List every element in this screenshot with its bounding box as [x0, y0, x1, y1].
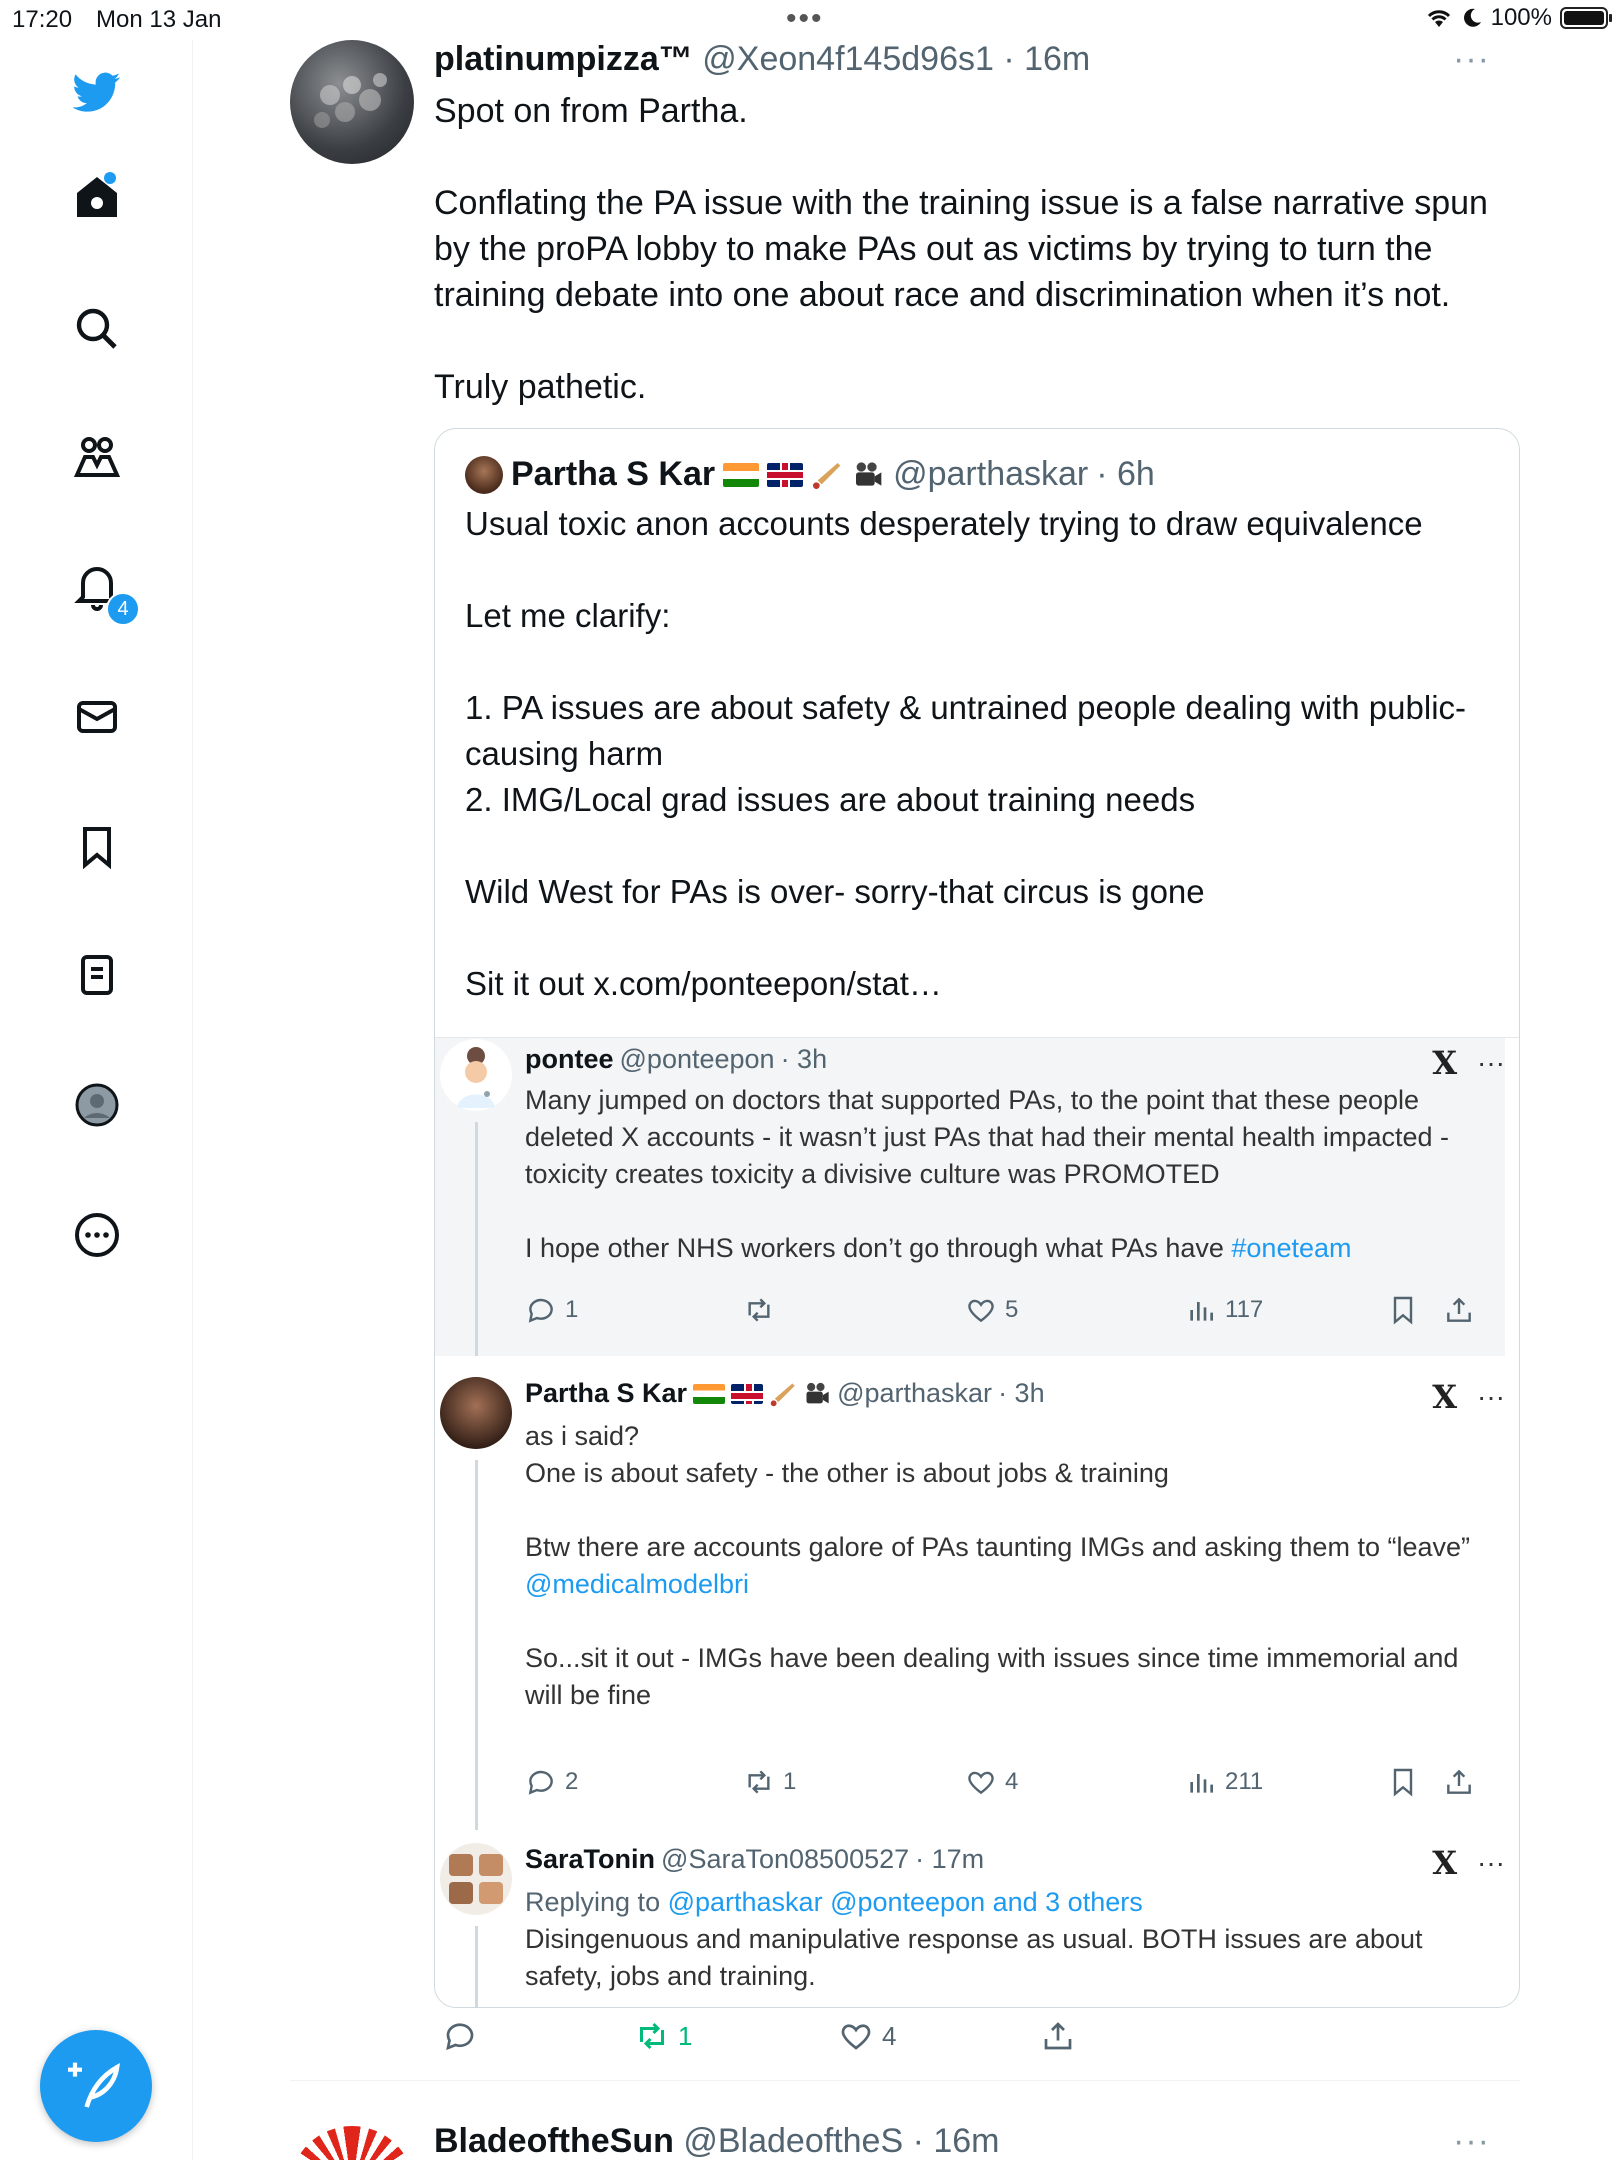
thread-line: [475, 1122, 478, 1356]
embedded-thread-image[interactable]: [435, 1037, 1520, 2008]
comment-icon: [525, 1294, 557, 1326]
more-options-icon: ···: [1477, 1381, 1505, 1412]
reply-paragraph: Disingenuous and manipulative response as usual. BOTH issues are about safety, jobs and training.: [525, 1924, 1423, 1991]
more-options-icon[interactable]: ···: [1453, 40, 1490, 78]
messages-icon[interactable]: [62, 682, 132, 752]
reply-count: [525, 1766, 578, 1798]
share-action: [1443, 1766, 1475, 1798]
bookmark-action: [1387, 1766, 1419, 1798]
like-count-value: 5: [1005, 1296, 1019, 1323]
more-options-icon: ···: [1477, 1847, 1505, 1878]
uk-flag-icon: [767, 463, 803, 487]
avatar: [465, 456, 503, 494]
view-count: [1185, 1766, 1263, 1798]
author-name[interactable]: platinumpizza™: [434, 40, 693, 78]
reply-count-value: 2: [565, 1768, 579, 1795]
quoted-tweet-time: · 6h: [1096, 455, 1155, 493]
reply-time: · 17m: [915, 1844, 985, 1874]
search-icon[interactable]: [62, 294, 132, 364]
reply-actions: [525, 1294, 1475, 1334]
bookmark-icon: [1387, 1766, 1419, 1798]
movie-camera-icon: [803, 1380, 831, 1408]
cricket-icon: [769, 1380, 797, 1408]
reply-author-handle: @SaraTon08500527: [661, 1844, 910, 1874]
reply-tools: [1432, 1844, 1505, 1882]
avatar: [439, 1038, 513, 1112]
tweet-text: [434, 88, 1494, 456]
reply-button[interactable]: [442, 2018, 478, 2054]
quoted-tweet-header: [465, 455, 1155, 494]
reply-time: · 3h: [998, 1378, 1045, 1408]
quote-paragraph: Sit it out x.com/ponteepon/stat…: [465, 965, 942, 1002]
author-name[interactable]: BladeoftheSun: [434, 2122, 674, 2160]
tweet-time[interactable]: · 16m: [1003, 40, 1091, 78]
hashtag-link: #oneteam: [1231, 1233, 1352, 1263]
share-action: [1443, 1294, 1475, 1326]
home-icon[interactable]: [62, 162, 132, 232]
tweet-header: [434, 40, 1090, 79]
next-tweet[interactable]: [290, 2100, 1520, 2160]
quote-paragraph: Wild West for PAs is over- sorry-that circus is gone: [465, 873, 1205, 910]
views-icon: [1185, 1294, 1217, 1326]
thread-reply: [435, 1038, 1505, 1356]
status-right: [1425, 4, 1608, 32]
india-flag-icon: [693, 1384, 725, 1404]
heart-icon: [838, 2018, 874, 2054]
share-button[interactable]: [1040, 2018, 1076, 2054]
reply-text: [525, 1418, 1495, 1751]
tweet-actions: [434, 2018, 1494, 2068]
status-time: 17:20: [12, 6, 73, 33]
reply-paragraph: Many jumped on doctors that supported PAs, to the point that these people deleted X accounts - it wasn’t just PAs that had their mental health impacted - toxicity creates toxicity a divisive culture was PROMOTED: [525, 1085, 1449, 1189]
tweet-paragraph: Truly pathetic.: [434, 368, 647, 406]
tweet-paragraph: Conflating the PA issue with the training issue is a false narrative spun by the proPA lobby to make PAs out as victims by trying to turn the training debate into one about race and discrimination when it’s not.: [434, 184, 1488, 314]
battery-icon: [1560, 7, 1608, 29]
quote-paragraph: 1. PA issues are about safety & untrained people dealing with public-causing harm 2. IMG/Local grad issues are about training needs: [465, 689, 1467, 818]
views-icon: [1185, 1766, 1217, 1798]
like-button[interactable]: [838, 2018, 896, 2054]
retweet-icon: [634, 2018, 670, 2054]
view-count-value: 211: [1225, 1768, 1264, 1795]
moon-icon: [1461, 7, 1483, 29]
tweet-time[interactable]: · 16m: [912, 2122, 1000, 2160]
reply-tools: [1432, 1378, 1505, 1416]
avatar: [439, 1376, 513, 1450]
grok-x-icon: X: [1432, 1378, 1456, 1416]
author-handle[interactable]: @Xeon4f145d96s1: [702, 40, 994, 78]
uk-flag-icon: [731, 1384, 763, 1404]
view-count-value: 117: [1225, 1296, 1264, 1323]
thread-reply: [435, 1356, 1505, 1830]
replying-to-links: @parthaskar @ponteepon and 3 others: [667, 1887, 1143, 1917]
reply-text: [525, 1884, 1495, 1995]
reply-count: [525, 1294, 578, 1326]
retweet-icon: [743, 1294, 775, 1326]
reply-header: [525, 1044, 827, 1075]
lists-icon[interactable]: [62, 940, 132, 1010]
comment-icon: [525, 1766, 557, 1798]
communities-icon[interactable]: [62, 422, 132, 492]
home-unread-dot: [104, 172, 116, 184]
india-flag-icon: [723, 463, 759, 487]
reply-paragraph: So...sit it out - IMGs have been dealing with issues since time immemorial and will be fine: [525, 1643, 1459, 1710]
share-icon: [1443, 1766, 1475, 1798]
profile-icon[interactable]: [62, 1070, 132, 1140]
heart-icon: [965, 1766, 997, 1798]
view-count: [1185, 1294, 1263, 1326]
reply-tools: [1432, 1044, 1505, 1082]
bookmarks-icon[interactable]: [62, 812, 132, 882]
quote-paragraph: Let me clarify:: [465, 597, 671, 634]
quoted-author-name: Partha S Kar: [511, 455, 716, 493]
reply-actions: [525, 1766, 1475, 1806]
thread-line: [475, 1460, 478, 1830]
tweet-header: [434, 2122, 1000, 2160]
retweet-count-value: 1: [678, 2020, 693, 2051]
avatar[interactable]: [290, 40, 414, 164]
reply-paragraph: [525, 1230, 1495, 1267]
status-date: Mon 13 Jan: [96, 6, 222, 33]
reply-author-name: pontee: [525, 1044, 614, 1074]
more-options-icon[interactable]: ···: [1453, 2122, 1490, 2160]
share-icon: [1443, 1294, 1475, 1326]
reply-header: [525, 1844, 984, 1875]
bookmark-action: [1387, 1294, 1419, 1326]
replying-to-line: [525, 1884, 1495, 1921]
reply-paragraph: Btw there are accounts galore of PAs taunting IMGs and asking them to “leave”: [525, 1532, 1470, 1562]
more-options-icon: ···: [1477, 1047, 1505, 1078]
status-bar: [0, 0, 1620, 40]
reply-time: · 3h: [780, 1044, 828, 1074]
quote-paragraph: Usual toxic anon accounts desperately trying to draw equivalence: [465, 505, 1423, 542]
quoted-tweet[interactable]: [434, 428, 1520, 2008]
replying-to-prefix: Replying to: [525, 1887, 668, 1917]
mention-link: @medicalmodelbri: [525, 1569, 749, 1599]
twitter-logo-icon[interactable]: [62, 57, 132, 127]
movie-camera-icon: [851, 459, 885, 491]
grok-x-icon: X: [1432, 1044, 1456, 1082]
bookmark-icon: [1387, 1294, 1419, 1326]
quoted-tweet-text: [465, 501, 1485, 1053]
more-icon[interactable]: [62, 1200, 132, 1270]
cricket-icon: [811, 459, 843, 491]
retweet-button[interactable]: [634, 2018, 692, 2054]
reply-count-value: 1: [565, 1296, 579, 1323]
reply-text: [525, 1082, 1495, 1304]
avatar[interactable]: [290, 2126, 414, 2160]
notifications-badge: 4: [106, 592, 140, 626]
retweet-count: [743, 1294, 775, 1326]
tweet-paragraph: Spot on from Partha.: [434, 92, 748, 130]
like-count-value: 4: [882, 2020, 897, 2051]
author-handle[interactable]: @BladeoftheS: [683, 2122, 904, 2160]
retweet-count-value: 1: [783, 1768, 797, 1795]
battery-percent: 100%: [1490, 4, 1552, 31]
reply-paragraph: One is about safety - the other is about jobs & training: [525, 1458, 1169, 1488]
like-count: [965, 1294, 1018, 1326]
avatar: [439, 1842, 513, 1916]
wifi-icon: [1425, 7, 1453, 29]
reply-header: [525, 1378, 1045, 1409]
reply-paragraph-text: I hope other NHS workers don’t go through what PAs have: [525, 1233, 1232, 1263]
reply-author-name: SaraTonin: [525, 1844, 656, 1874]
share-icon: [1040, 2018, 1076, 2054]
feather-plus-icon: [68, 2058, 124, 2114]
quoted-author-handle: @parthaskar: [893, 455, 1089, 493]
thread-reply: [435, 1830, 1505, 2008]
retweet-icon: [743, 1766, 775, 1798]
reply-author-handle: @parthaskar: [837, 1378, 993, 1408]
retweet-count: [743, 1766, 796, 1798]
multitasking-dots-icon[interactable]: •••: [786, 2, 824, 35]
reply-line: as i said?: [525, 1421, 640, 1451]
like-count: [965, 1766, 1018, 1798]
thread-line: [475, 1926, 478, 2008]
heart-icon: [965, 1294, 997, 1326]
tweet-divider: [290, 2080, 1520, 2081]
grok-x-icon: X: [1432, 1844, 1456, 1882]
sidebar: [0, 40, 193, 2160]
like-count-value: 4: [1005, 1768, 1019, 1795]
compose-tweet-button[interactable]: [40, 2030, 152, 2142]
reply-author-handle: @ponteepon: [619, 1044, 775, 1074]
reply-author-name: Partha S Kar: [525, 1378, 688, 1408]
comment-icon: [442, 2018, 478, 2054]
